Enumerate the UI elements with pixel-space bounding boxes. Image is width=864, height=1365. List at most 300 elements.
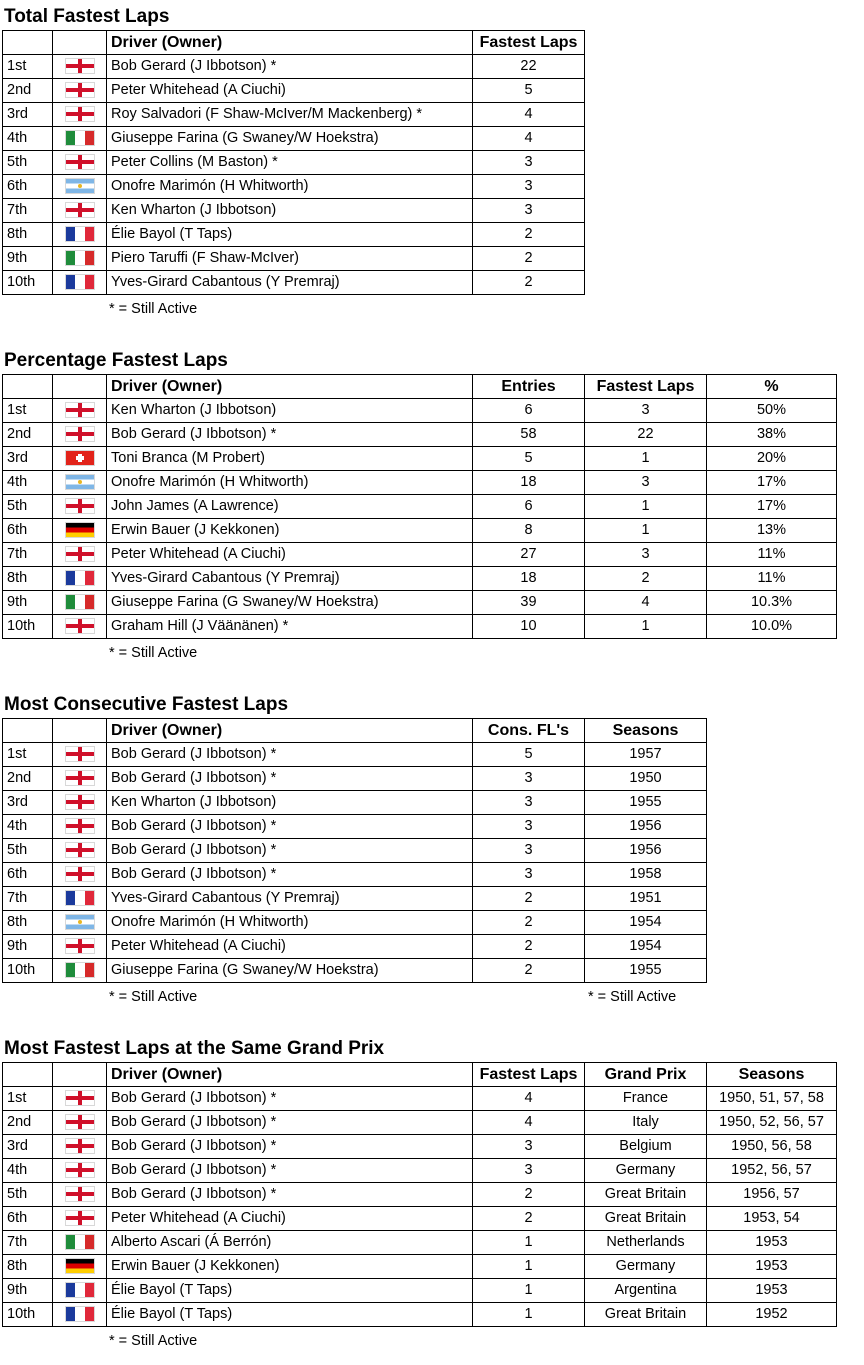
driver-cell: Piero Taruffi (F Shaw-McIver): [107, 247, 473, 271]
england-flag-icon: [66, 867, 94, 881]
value-cell: 2: [473, 1207, 585, 1231]
flag-cell: [53, 1087, 107, 1111]
position-cell: 10th: [3, 959, 53, 983]
position-cell: 7th: [3, 1231, 53, 1255]
position-cell: 3rd: [3, 791, 53, 815]
england-flag-icon: [66, 1187, 94, 1201]
france-flag-icon: [66, 1307, 94, 1321]
england-flag-icon: [66, 1091, 94, 1105]
value-cell: 39: [473, 591, 585, 615]
driver-cell: Bob Gerard (J Ibbotson) *: [107, 1111, 473, 1135]
header-cell: [53, 1063, 107, 1087]
flag-cell: [53, 495, 107, 519]
england-flag-icon: [66, 819, 94, 833]
value-cell: 3: [473, 151, 585, 175]
table-row: [3, 399, 837, 423]
position-cell: 7th: [3, 199, 53, 223]
table-header-row: [3, 375, 837, 399]
header-cell: [3, 375, 53, 399]
section-title: Percentage Fastest Laps: [4, 350, 228, 371]
value-cell: Great Britain: [585, 1183, 707, 1207]
still-active-note: * = Still Active: [109, 989, 198, 1005]
header-cell: Entries: [473, 375, 585, 399]
header-cell: Fastest Laps: [473, 31, 585, 55]
value-cell: Germany: [585, 1255, 707, 1279]
flag-cell: [53, 743, 107, 767]
position-cell: 1st: [3, 55, 53, 79]
value-cell: 1953: [707, 1279, 837, 1303]
section-title: Total Fastest Laps: [4, 6, 170, 27]
driver-cell: Yves-Girard Cabantous (Y Premraj): [107, 887, 473, 911]
position-cell: 8th: [3, 567, 53, 591]
value-cell: 2: [473, 935, 585, 959]
flag-cell: [53, 767, 107, 791]
driver-cell: Bob Gerard (J Ibbotson) *: [107, 1183, 473, 1207]
table-row: [3, 863, 707, 887]
value-cell: 4: [473, 103, 585, 127]
table-row: [3, 447, 837, 471]
table-header-row: [3, 719, 707, 743]
table-row: [3, 743, 707, 767]
italy-flag-icon: [66, 963, 94, 977]
value-cell: 2: [585, 567, 707, 591]
flag-cell: [53, 591, 107, 615]
flag-cell: [53, 127, 107, 151]
table-row: [3, 519, 837, 543]
value-cell: 1955: [585, 959, 707, 983]
table-row: [3, 1111, 837, 1135]
consecutive-fastest-laps-table: [2, 718, 707, 983]
header-cell: [53, 719, 107, 743]
position-cell: 2nd: [3, 423, 53, 447]
england-flag-icon: [66, 1115, 94, 1129]
table-row: [3, 839, 707, 863]
italy-flag-icon: [66, 251, 94, 265]
header-cell: %: [707, 375, 837, 399]
header-cell: [3, 31, 53, 55]
value-cell: 38%: [707, 423, 837, 447]
value-cell: 58: [473, 423, 585, 447]
table-row: [3, 911, 707, 935]
value-cell: Argentina: [585, 1279, 707, 1303]
value-cell: 5: [473, 447, 585, 471]
england-flag-icon: [66, 939, 94, 953]
still-active-note: * = Still Active: [109, 645, 198, 661]
value-cell: 6: [473, 495, 585, 519]
position-cell: 2nd: [3, 767, 53, 791]
value-cell: 3: [585, 471, 707, 495]
flag-cell: [53, 615, 107, 639]
value-cell: 3: [473, 815, 585, 839]
position-cell: 3rd: [3, 103, 53, 127]
value-cell: 2: [473, 247, 585, 271]
header-cell: [53, 31, 107, 55]
value-cell: Great Britain: [585, 1207, 707, 1231]
driver-cell: Peter Whitehead (A Ciuchi): [107, 1207, 473, 1231]
table-row: [3, 151, 585, 175]
value-cell: 4: [473, 1087, 585, 1111]
france-flag-icon: [66, 275, 94, 289]
flag-cell: [53, 887, 107, 911]
flag-cell: [53, 1303, 107, 1327]
value-cell: 5: [473, 743, 585, 767]
flag-cell: [53, 815, 107, 839]
same-grand-prix-table: [2, 1062, 837, 1327]
position-cell: 6th: [3, 519, 53, 543]
position-cell: 4th: [3, 815, 53, 839]
driver-cell: Élie Bayol (T Taps): [107, 1303, 473, 1327]
position-cell: 9th: [3, 591, 53, 615]
value-cell: 1952: [707, 1303, 837, 1327]
position-cell: 2nd: [3, 79, 53, 103]
flag-cell: [53, 79, 107, 103]
value-cell: 1: [473, 1255, 585, 1279]
driver-cell: Bob Gerard (J Ibbotson) *: [107, 863, 473, 887]
table-row: [3, 271, 585, 295]
position-cell: 9th: [3, 1279, 53, 1303]
driver-cell: Peter Whitehead (A Ciuchi): [107, 935, 473, 959]
england-flag-icon: [66, 771, 94, 785]
value-cell: 20%: [707, 447, 837, 471]
switzerland-flag-icon: [66, 451, 94, 465]
value-cell: 1: [585, 615, 707, 639]
header-cell: Fastest Laps: [585, 375, 707, 399]
flag-cell: [53, 447, 107, 471]
value-cell: 1: [585, 495, 707, 519]
table-row: [3, 959, 707, 983]
flag-cell: [53, 399, 107, 423]
england-flag-icon: [66, 107, 94, 121]
header-cell: Driver (Owner): [107, 1063, 473, 1087]
italy-flag-icon: [66, 131, 94, 145]
germany-flag-icon: [66, 523, 94, 537]
table-row: [3, 223, 585, 247]
france-flag-icon: [66, 1283, 94, 1297]
position-cell: 8th: [3, 223, 53, 247]
table-row: [3, 199, 585, 223]
value-cell: 27: [473, 543, 585, 567]
table-row: [3, 423, 837, 447]
value-cell: 3: [473, 863, 585, 887]
table-row: [3, 1183, 837, 1207]
position-cell: 8th: [3, 1255, 53, 1279]
flag-cell: [53, 839, 107, 863]
position-cell: 4th: [3, 471, 53, 495]
germany-flag-icon: [66, 1259, 94, 1273]
value-cell: 4: [473, 127, 585, 151]
italy-flag-icon: [66, 595, 94, 609]
position-cell: 1st: [3, 399, 53, 423]
driver-cell: Onofre Marimón (H Whitworth): [107, 911, 473, 935]
driver-cell: Peter Collins (M Baston) *: [107, 151, 473, 175]
flag-cell: [53, 223, 107, 247]
value-cell: 2: [473, 271, 585, 295]
position-cell: 6th: [3, 863, 53, 887]
flag-cell: [53, 543, 107, 567]
value-cell: 1950: [585, 767, 707, 791]
position-cell: 10th: [3, 271, 53, 295]
value-cell: 10.0%: [707, 615, 837, 639]
table-header-row: [3, 31, 585, 55]
value-cell: 1: [473, 1231, 585, 1255]
england-flag-icon: [66, 155, 94, 169]
value-cell: 5: [473, 79, 585, 103]
value-cell: 1958: [585, 863, 707, 887]
flag-cell: [53, 1231, 107, 1255]
driver-cell: Graham Hill (J Väänänen) *: [107, 615, 473, 639]
table-row: [3, 615, 837, 639]
flag-cell: [53, 151, 107, 175]
driver-cell: Onofre Marimón (H Whitworth): [107, 175, 473, 199]
flag-cell: [53, 911, 107, 935]
driver-cell: Bob Gerard (J Ibbotson) *: [107, 55, 473, 79]
table-row: [3, 1231, 837, 1255]
value-cell: 2: [473, 1183, 585, 1207]
flag-cell: [53, 199, 107, 223]
flag-cell: [53, 1279, 107, 1303]
flag-cell: [53, 791, 107, 815]
flag-cell: [53, 471, 107, 495]
driver-cell: Ken Wharton (J Ibbotson): [107, 791, 473, 815]
england-flag-icon: [66, 427, 94, 441]
driver-cell: Yves-Girard Cabantous (Y Premraj): [107, 271, 473, 295]
value-cell: 10: [473, 615, 585, 639]
england-flag-icon: [66, 1211, 94, 1225]
value-cell: 1952, 56, 57: [707, 1159, 837, 1183]
header-cell: Driver (Owner): [107, 375, 473, 399]
england-flag-icon: [66, 619, 94, 633]
position-cell: 10th: [3, 1303, 53, 1327]
table-header-row: [3, 1063, 837, 1087]
value-cell: 3: [585, 399, 707, 423]
position-cell: 3rd: [3, 447, 53, 471]
table-row: [3, 791, 707, 815]
value-cell: 3: [473, 175, 585, 199]
value-cell: 1950, 51, 57, 58: [707, 1087, 837, 1111]
france-flag-icon: [66, 227, 94, 241]
flag-cell: [53, 1135, 107, 1159]
value-cell: Netherlands: [585, 1231, 707, 1255]
value-cell: 22: [473, 55, 585, 79]
value-cell: 10.3%: [707, 591, 837, 615]
value-cell: 1953, 54: [707, 1207, 837, 1231]
table-row: [3, 247, 585, 271]
france-flag-icon: [66, 891, 94, 905]
flag-cell: [53, 863, 107, 887]
position-cell: 1st: [3, 1087, 53, 1111]
position-cell: 10th: [3, 615, 53, 639]
value-cell: 1957: [585, 743, 707, 767]
table-row: [3, 1087, 837, 1111]
driver-cell: Bob Gerard (J Ibbotson) *: [107, 1135, 473, 1159]
driver-cell: Yves-Girard Cabantous (Y Premraj): [107, 567, 473, 591]
driver-cell: Giuseppe Farina (G Swaney/W Hoekstra): [107, 959, 473, 983]
driver-cell: Bob Gerard (J Ibbotson) *: [107, 767, 473, 791]
value-cell: 1953: [707, 1231, 837, 1255]
england-flag-icon: [66, 203, 94, 217]
england-flag-icon: [66, 1163, 94, 1177]
still-active-note: * = Still Active: [109, 301, 198, 317]
value-cell: 17%: [707, 495, 837, 519]
value-cell: 11%: [707, 543, 837, 567]
still-active-note: * = Still Active: [588, 989, 677, 1005]
flag-cell: [53, 1207, 107, 1231]
argentina-flag-icon: [66, 475, 94, 489]
flag-cell: [53, 1159, 107, 1183]
value-cell: 1953: [707, 1255, 837, 1279]
position-cell: 2nd: [3, 1111, 53, 1135]
position-cell: 9th: [3, 247, 53, 271]
value-cell: 1: [473, 1303, 585, 1327]
england-flag-icon: [66, 59, 94, 73]
value-cell: 2: [473, 223, 585, 247]
flag-cell: [53, 1183, 107, 1207]
value-cell: 18: [473, 471, 585, 495]
table-row: [3, 543, 837, 567]
argentina-flag-icon: [66, 179, 94, 193]
value-cell: 2: [473, 911, 585, 935]
header-cell: Driver (Owner): [107, 719, 473, 743]
value-cell: 3: [473, 839, 585, 863]
position-cell: 6th: [3, 1207, 53, 1231]
header-cell: Driver (Owner): [107, 31, 473, 55]
value-cell: 22: [585, 423, 707, 447]
value-cell: 1956: [585, 839, 707, 863]
value-cell: 4: [473, 1111, 585, 1135]
driver-cell: Erwin Bauer (J Kekkonen): [107, 519, 473, 543]
header-cell: Fastest Laps: [473, 1063, 585, 1087]
value-cell: 1955: [585, 791, 707, 815]
value-cell: Germany: [585, 1159, 707, 1183]
driver-cell: Roy Salvadori (F Shaw-McIver/M Mackenberg) *: [107, 103, 473, 127]
table-row: [3, 887, 707, 911]
table-row: [3, 1279, 837, 1303]
driver-cell: Alberto Ascari (Á Berrón): [107, 1231, 473, 1255]
header-cell: Cons. FL's: [473, 719, 585, 743]
value-cell: 1956: [585, 815, 707, 839]
italy-flag-icon: [66, 1235, 94, 1249]
driver-cell: Bob Gerard (J Ibbotson) *: [107, 1159, 473, 1183]
position-cell: 6th: [3, 175, 53, 199]
england-flag-icon: [66, 747, 94, 761]
table-row: [3, 1303, 837, 1327]
table-row: [3, 815, 707, 839]
total-fastest-laps-table: [2, 30, 585, 295]
value-cell: 1950, 52, 56, 57: [707, 1111, 837, 1135]
flag-cell: [53, 959, 107, 983]
value-cell: 1: [585, 447, 707, 471]
header-cell: [3, 719, 53, 743]
value-cell: 4: [585, 591, 707, 615]
flag-cell: [53, 103, 107, 127]
position-cell: 1st: [3, 743, 53, 767]
driver-cell: Giuseppe Farina (G Swaney/W Hoekstra): [107, 591, 473, 615]
table-row: [3, 567, 837, 591]
value-cell: 3: [473, 1159, 585, 1183]
value-cell: 1954: [585, 911, 707, 935]
flag-cell: [53, 247, 107, 271]
position-cell: 4th: [3, 127, 53, 151]
driver-cell: Bob Gerard (J Ibbotson) *: [107, 815, 473, 839]
driver-cell: Bob Gerard (J Ibbotson) *: [107, 1087, 473, 1111]
france-flag-icon: [66, 571, 94, 585]
table-row: [3, 1135, 837, 1159]
position-cell: 8th: [3, 911, 53, 935]
position-cell: 5th: [3, 495, 53, 519]
driver-cell: Erwin Bauer (J Kekkonen): [107, 1255, 473, 1279]
table-row: [3, 1159, 837, 1183]
header-cell: Seasons: [585, 719, 707, 743]
table-row: [3, 175, 585, 199]
value-cell: Italy: [585, 1111, 707, 1135]
driver-cell: Peter Whitehead (A Ciuchi): [107, 79, 473, 103]
table-row: [3, 103, 585, 127]
value-cell: 8: [473, 519, 585, 543]
flag-cell: [53, 1111, 107, 1135]
position-cell: 7th: [3, 543, 53, 567]
value-cell: 50%: [707, 399, 837, 423]
position-cell: 9th: [3, 935, 53, 959]
driver-cell: John James (A Lawrence): [107, 495, 473, 519]
percentage-fastest-laps-table: [2, 374, 837, 639]
position-cell: 5th: [3, 839, 53, 863]
table-row: [3, 1207, 837, 1231]
value-cell: 3: [473, 791, 585, 815]
table-row: [3, 127, 585, 151]
driver-cell: Giuseppe Farina (G Swaney/W Hoekstra): [107, 127, 473, 151]
value-cell: Belgium: [585, 1135, 707, 1159]
value-cell: 1951: [585, 887, 707, 911]
flag-cell: [53, 519, 107, 543]
still-active-note: * = Still Active: [109, 1333, 198, 1349]
position-cell: 4th: [3, 1159, 53, 1183]
england-flag-icon: [66, 403, 94, 417]
value-cell: 18: [473, 567, 585, 591]
value-cell: 3: [473, 1135, 585, 1159]
position-cell: 3rd: [3, 1135, 53, 1159]
england-flag-icon: [66, 499, 94, 513]
header-cell: Grand Prix: [585, 1063, 707, 1087]
england-flag-icon: [66, 795, 94, 809]
table-row: [3, 935, 707, 959]
table-row: [3, 495, 837, 519]
section-title: Most Consecutive Fastest Laps: [4, 694, 289, 715]
value-cell: 3: [473, 767, 585, 791]
flag-cell: [53, 567, 107, 591]
flag-cell: [53, 55, 107, 79]
header-cell: Seasons: [707, 1063, 837, 1087]
table-row: [3, 1255, 837, 1279]
england-flag-icon: [66, 843, 94, 857]
position-cell: 5th: [3, 151, 53, 175]
header-cell: [53, 375, 107, 399]
driver-cell: Bob Gerard (J Ibbotson) *: [107, 423, 473, 447]
value-cell: 1: [585, 519, 707, 543]
section-title: Most Fastest Laps at the Same Grand Prix: [4, 1038, 385, 1059]
england-flag-icon: [66, 1139, 94, 1153]
driver-cell: Toni Branca (M Probert): [107, 447, 473, 471]
value-cell: 1956, 57: [707, 1183, 837, 1207]
driver-cell: Ken Wharton (J Ibbotson): [107, 199, 473, 223]
value-cell: 1950, 56, 58: [707, 1135, 837, 1159]
value-cell: 11%: [707, 567, 837, 591]
driver-cell: Élie Bayol (T Taps): [107, 223, 473, 247]
driver-cell: Élie Bayol (T Taps): [107, 1279, 473, 1303]
flag-cell: [53, 423, 107, 447]
england-flag-icon: [66, 547, 94, 561]
table-row: [3, 767, 707, 791]
driver-cell: Peter Whitehead (A Ciuchi): [107, 543, 473, 567]
